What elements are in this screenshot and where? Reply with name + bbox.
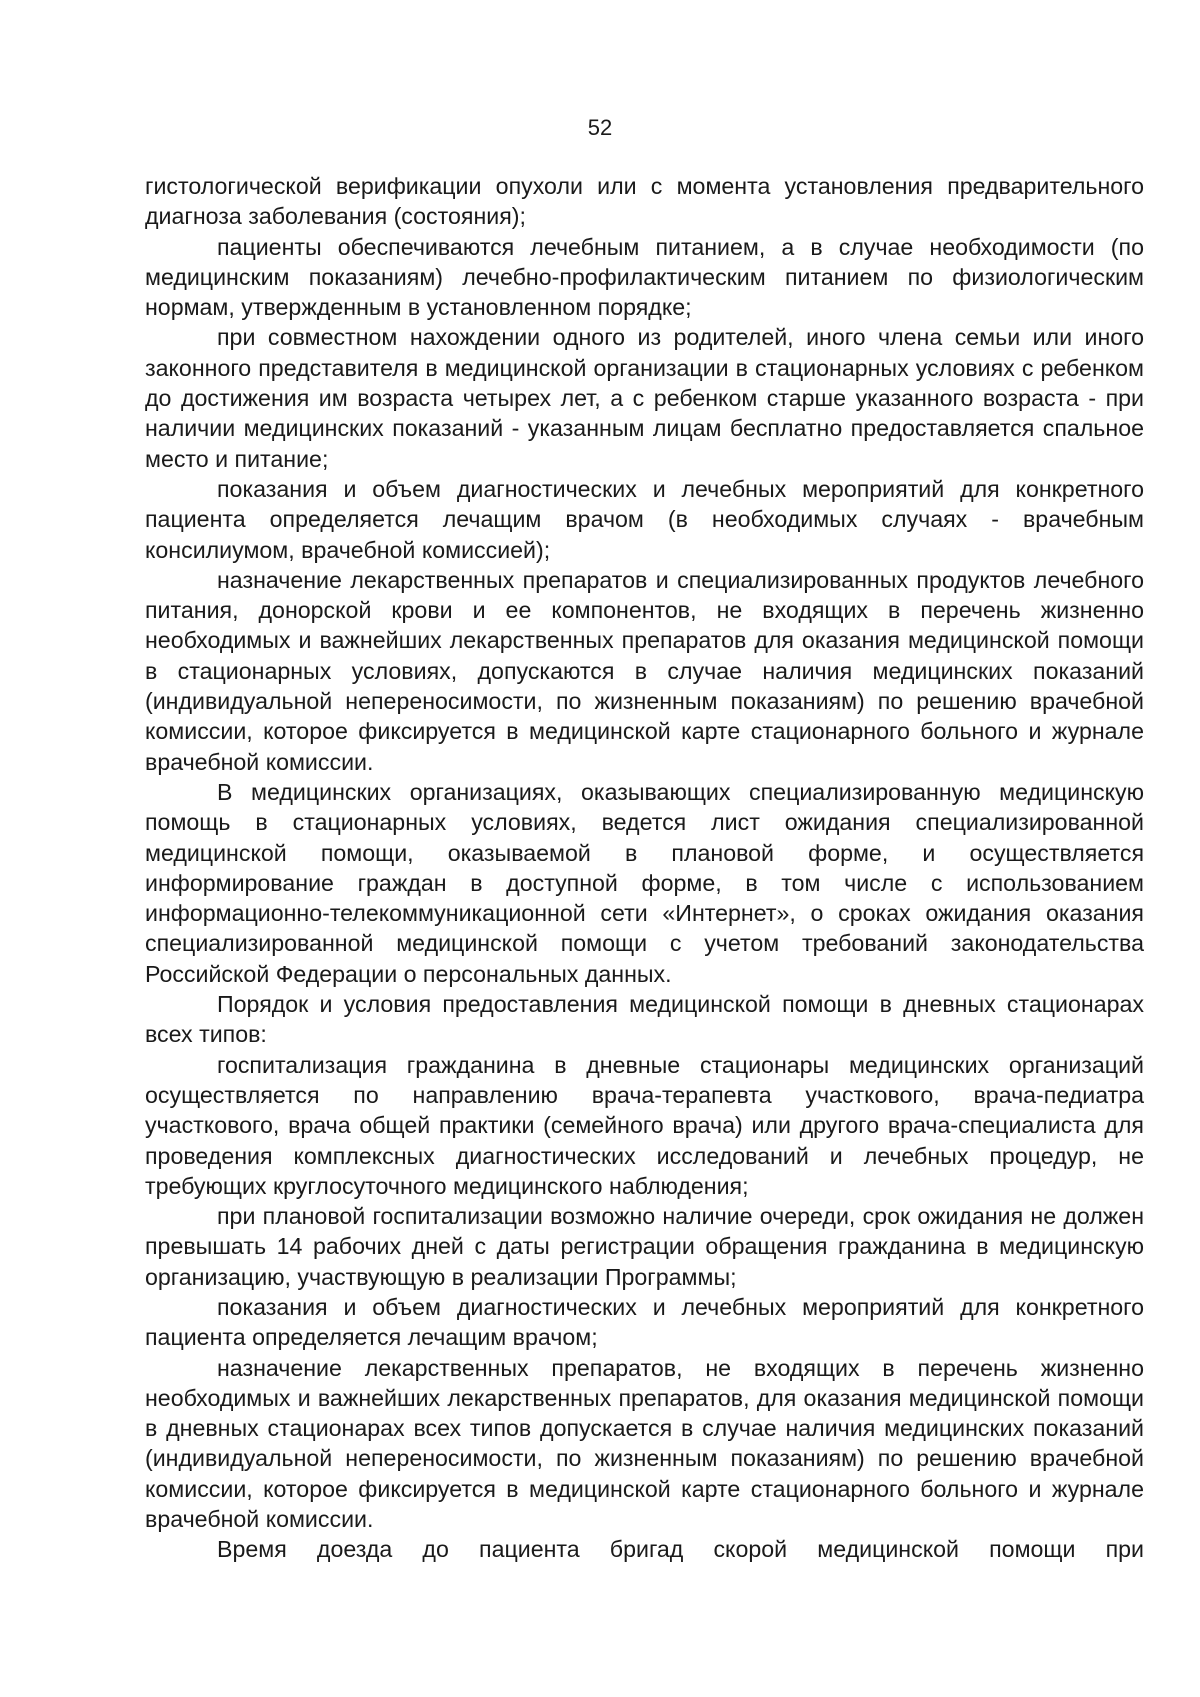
paragraph-parent-accommodation: при совместном нахождении одного из родителей, иного члена семьи или иного законного представителя в медицинской организации в стационарных условиях с ребенком до достижения им возраста четырех лет, а с ребенком старше указанного возраста - при наличии медицинских показаний - указанным лицам бесплатно предоставляется спальное место и питание; xyxy=(145,324,1144,472)
paragraph-day-hospital-procedure: Порядок и условия предоставления медицинской помощи в дневных стационарах всех типов: xyxy=(145,991,1144,1048)
paragraph-ambulance-arrival-time: Время доезда до пациента бригад скорой медицинской помощи при xyxy=(217,1536,1144,1563)
paragraph-therapeutic-nutrition: пациенты обеспечиваются лечебным питанием, а в случае необходимости (по медицинским показаниям) лечебно-профилактическим питанием по физиологическим нормам, утвержденным в установленном порядке; xyxy=(145,233,1144,321)
paragraph-planned-hospitalization: при плановой госпитализации возможно наличие очереди, срок ожидания не должен превышать 14 рабочих дней с даты регистрации обращения гражданина в медицинскую организацию, участвующую в реализации Программы; xyxy=(145,1203,1144,1290)
document-body xyxy=(145,171,1144,1565)
paragraph-day-hospital-admission: госпитализация гражданина в дневные стационары медицинских организаций осуществляется по направлению врача-терапевта участкового, врача-педиатра участкового, врача общей практики (семейного врача) или другого врача-специалиста для проведения комплексных диагностических исследований и лечебных процедур, не требующих круглосуточного медицинского наблюдения; xyxy=(145,1051,1144,1199)
paragraph-verification-continuation: гистологической верификации опухоли или с момента установления предварительного диагноза заболевания (состояния); xyxy=(145,173,1144,230)
paragraph-waiting-list: В медицинских организациях, оказывающих специализированную медицинскую помощь в стационарных условиях, ведется лист ожидания специализированной медицинской помощи, оказываемой в плановой форме, и осуществляется информирование граждан в доступной форме, в том числе с использованием информационно-телекоммуникационной сети «Интернет», о сроках ожидания оказания специализированной медицинской помощи с учетом требований законодательства Российской Федерации о персональных данных. xyxy=(145,778,1144,987)
paragraph-diagnostic-indications: показания и объем диагностических и лечебных мероприятий для конкретного пациента определяется лечащим врачом (в необходимых случаях - врачебным консилиумом, врачебной комиссией); xyxy=(145,475,1144,563)
page-number: 52 xyxy=(587,115,613,140)
paragraph-day-hospital-indications: показания и объем диагностических и лечебных мероприятий для конкретного пациента определяется лечащим врачом; xyxy=(145,1293,1144,1351)
paragraph-drug-prescription: назначение лекарственных препаратов и специализированных продуктов лечебного питания, донорской крови и ее компонентов, не входящих в перечень жизненно необходимых и важнейших лекарственных препаратов для оказания медицинской помощи в стационарных условиях, допускаются в случае наличия медицинских показаний (индивидуальной непереносимости, по жизненным показаниям) по решению врачебной комиссии, которое фиксируется в медицинской карте стационарного больного и журнале врачебной комиссии. xyxy=(145,566,1144,775)
paragraph-day-hospital-drugs: назначение лекарственных препаратов, не входящих в перечень жизненно необходимых и важнейших лекарственных препаратов, для оказания медицинской помощи в дневных стационарах всех типов допускается в случае наличия медицинских показаний (индивидуальной непереносимости, по жизненным показаниям) по решению врачебной комиссии, которое фиксируется в медицинской карте стационарного больного и журнале врачебной комиссии. xyxy=(145,1354,1144,1533)
